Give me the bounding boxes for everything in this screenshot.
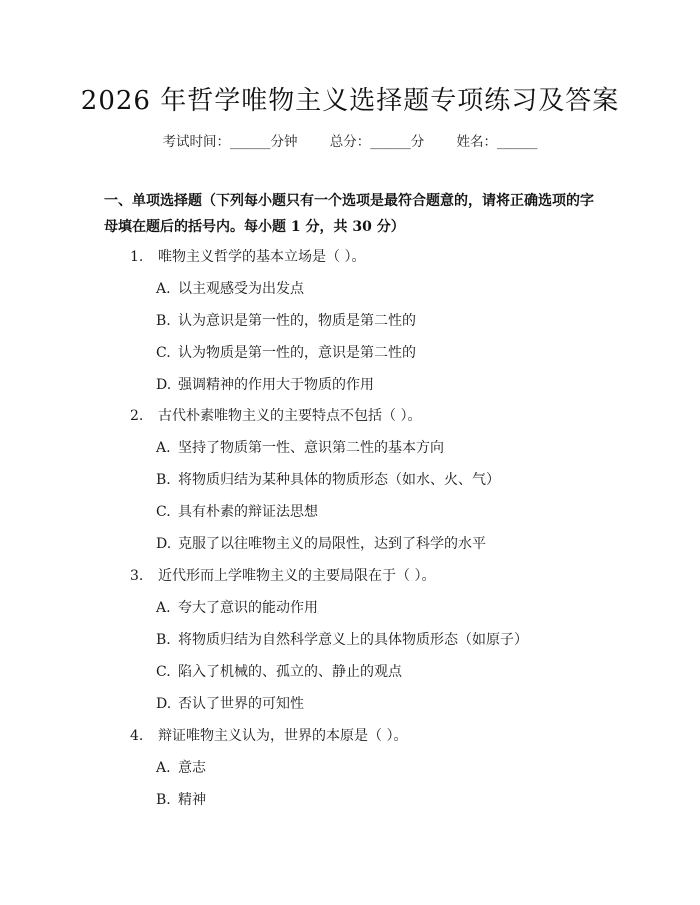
question-number: 2. bbox=[130, 408, 144, 424]
question-number: 4. bbox=[130, 728, 144, 744]
name-label: 姓名：______ bbox=[456, 134, 538, 150]
question-2 bbox=[130, 405, 421, 425]
option-letter: A. bbox=[156, 440, 171, 456]
option-text: 坚持了物质第一性、意识第二性的基本方向 bbox=[178, 440, 444, 456]
question-number: 3. bbox=[130, 568, 144, 584]
option-1d bbox=[156, 374, 374, 394]
option-text: 将物质归结为某种具体的物质形态（如水、火、气） bbox=[178, 472, 500, 488]
option-letter: C. bbox=[156, 664, 171, 680]
section-heading: 一、单项选择题（下列每小题只有一个选项是最符合题意的，请将正确选项的字母填在题后的括号内。每小题 1 分，共 30 分） bbox=[104, 193, 594, 235]
option-letter: D. bbox=[156, 696, 172, 712]
option-text: 意志 bbox=[178, 760, 206, 776]
option-text: 认为物质是第一性的，意识是第二性的 bbox=[178, 345, 416, 361]
option-2b bbox=[156, 469, 500, 489]
question-4 bbox=[130, 725, 407, 745]
question-text: 辩证唯物主义认为，世界的本原是（ ）。 bbox=[158, 728, 408, 744]
option-2c bbox=[156, 501, 318, 521]
option-1b bbox=[156, 310, 416, 330]
question-1 bbox=[130, 246, 365, 266]
option-3d bbox=[156, 693, 304, 713]
option-text: 精神 bbox=[178, 792, 206, 808]
option-text: 陷入了机械的、孤立的、静止的观点 bbox=[178, 664, 402, 680]
option-3a bbox=[156, 597, 318, 617]
option-text: 以主观感受为出发点 bbox=[178, 281, 304, 297]
option-4a bbox=[156, 757, 206, 777]
option-letter: D. bbox=[156, 377, 172, 393]
option-letter: C. bbox=[156, 345, 171, 361]
total-score-label: 总分：______分 bbox=[329, 134, 425, 150]
option-text: 强调精神的作用大于物质的作用 bbox=[178, 377, 374, 393]
option-4b bbox=[156, 789, 206, 809]
option-letter: C. bbox=[156, 504, 171, 520]
option-2a bbox=[156, 437, 444, 457]
question-text: 唯物主义哲学的基本立场是（ ）。 bbox=[158, 249, 366, 265]
option-letter: B. bbox=[156, 472, 171, 488]
question-3 bbox=[130, 565, 435, 585]
option-letter: A. bbox=[156, 760, 171, 776]
option-letter: B. bbox=[156, 792, 171, 808]
option-3b bbox=[156, 629, 528, 649]
question-number: 1. bbox=[130, 249, 144, 265]
question-text: 古代朴素唯物主义的主要特点不包括（ ）。 bbox=[158, 408, 422, 424]
option-text: 认为意识是第一性的，物质是第二性的 bbox=[178, 313, 416, 329]
option-1c bbox=[156, 342, 416, 362]
option-letter: D. bbox=[156, 536, 172, 552]
document-title: 2026 年哲学唯物主义选择题专项练习及答案 bbox=[80, 86, 620, 116]
option-letter: A. bbox=[156, 600, 171, 616]
option-3c bbox=[156, 661, 402, 681]
option-text: 将物质归结为自然科学意义上的具体物质形态（如原子） bbox=[178, 632, 528, 648]
option-letter: A. bbox=[156, 281, 171, 297]
option-letter: B. bbox=[156, 313, 171, 329]
exam-meta bbox=[0, 130, 700, 150]
option-2d bbox=[156, 533, 486, 553]
option-text: 否认了世界的可知性 bbox=[178, 696, 304, 712]
option-text: 夸大了意识的能动作用 bbox=[178, 600, 318, 616]
option-letter: B. bbox=[156, 632, 171, 648]
exam-time-label: 考试时间：______分钟 bbox=[162, 134, 298, 150]
option-1a bbox=[156, 278, 304, 298]
question-text: 近代形而上学唯物主义的主要局限在于（ ）。 bbox=[158, 568, 436, 584]
option-text: 具有朴素的辩证法思想 bbox=[178, 504, 318, 520]
option-text: 克服了以往唯物主义的局限性，达到了科学的水平 bbox=[178, 536, 486, 552]
